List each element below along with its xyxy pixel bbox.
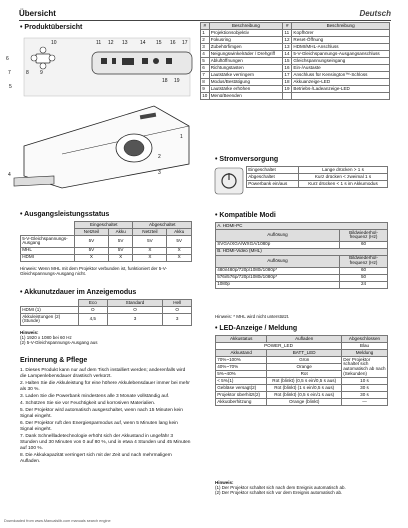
battery-title: • Akkunutzdauer im Anzeigemodus <box>20 289 136 296</box>
table-row: 5 Abluftöffnungen 15 Gleichspannungseingang <box>201 58 390 65</box>
compat-title: • Kompatible Modi <box>215 212 276 219</box>
svg-text:9: 9 <box>40 70 43 76</box>
power-title: • Stromversorgung <box>215 156 278 163</box>
led-table: Akkustatus Aufladen Abgeschlossen POWER_LED Blau Akkustand BATT_LED Meldung 70%~100% Grün Der Projektor schaltet sich automatisch ab nach (Sekunden) 40%~70% Orange 5%~40% Rot < 5%(1) Rot (blinkt) (0,5 s ein/0,5 s aus) 10 s Gebläse versagt(2) Rot (blinkt) (1 s ein/0,5 s aus) 30 s Projektor überhitzt(2) Rot (blinkt) (0,5 s ein/1 s aus) 30 s Akkuüberhitzung Orange (blinkt) — <box>217 335 386 405</box>
care-list <box>20 368 192 466</box>
list-item: 4. Schützen Sie sie vor Feuchtigkeit und korrosiven Materialien. <box>20 400 156 406</box>
description-table <box>200 22 390 100</box>
table-row: Abgeschaltet Kurz drücken < zweimal 1 s <box>247 174 388 181</box>
table-row: 8 Modus/Bestätigung 18 Akkuanzeige-LED <box>201 79 390 86</box>
download-footer: Downloaded from www.Manualslib.com manuals search engine <box>4 519 111 523</box>
output-table: Eingeschaltet Abgeschaltet Netzteil Akku Netzteil Akku 5-V-Gleichspannungs-Ausgang 5V 5V 5V 5V MHL 5V 5V X X HDMI X X X X <box>20 221 192 262</box>
list-item: 1. Dieses Produkt kann nur auf dem Tisch installiert werden; anderenfalls wird die Lampenlebensdauer drastisch verkürzt. <box>20 368 186 379</box>
list-item: 8. Die Akkukapazität verringert sich mit der Zeit und nach mehrmaligem Aufladen. <box>20 452 172 464</box>
led-message: Der Projektor schaltet sich automatisch ab nach (Sekunden) <box>343 356 386 377</box>
svg-text:7: 7 <box>8 70 11 76</box>
list-item: 5. Der Projektor wird automatisch ausgeschaltet, wenn nach 15 Minuten kein Signal eingeht. <box>20 407 183 419</box>
svg-text:12: 12 <box>108 40 114 46</box>
led-title: • LED-Anzeige / Meldung <box>215 325 297 332</box>
table-row: MHL 5V 5V X X <box>21 247 192 254</box>
header-title: Übersicht <box>19 9 56 18</box>
table-row: 40%~70% Orange <box>216 364 388 371</box>
svg-text:8: 8 <box>26 70 29 76</box>
header-language: Deutsch <box>359 9 391 18</box>
table-row: Akkuleistungen (2) (Stunde) 4,5 3 3 <box>21 314 192 326</box>
table-row: 1080p 24 <box>216 281 388 288</box>
svg-text:14: 14 <box>140 40 146 46</box>
table-row: 70%~100% Grün Der Projektor schaltet sich automatisch ab nach (Sekunden) <box>217 356 386 377</box>
list-item: 3. Laden Sie die Powerbank mindestens alle 3 Monate vollständig auf. <box>20 393 170 399</box>
led-notes: Hinweis: (1) Der Projektor schaltet sich nach dem Ereignis automatisch ab. (2) Der Projektor schaltet sich vor dem Ereignis automatisch ab. <box>215 480 346 496</box>
svg-text:10: 10 <box>51 40 57 46</box>
col-desc: Beschreibung <box>292 23 390 30</box>
col-num: # <box>201 23 210 30</box>
table-row: SVGA/XGA/WXGA/1080p 60 <box>216 241 388 248</box>
svg-text:2: 2 <box>158 154 161 160</box>
list-item: 6. Der Projektor ruft den Energiesparmodus auf, wenn 5 Minuten lang kein Signal eingeht. <box>20 420 178 432</box>
page-header <box>19 8 391 21</box>
svg-text:18: 18 <box>162 78 168 84</box>
list-item: 7. Dank Schnellladetechnologie erhöht sich der Akkustand in ungefähr 3 Stunden und 30 Minuten von 0 auf 80 %, und in etwa 4 Stunden und 45 Minuten auf 100 %. <box>20 433 191 451</box>
battery-table: Eco Standard Hell HDMI (1) O O O Akkuleistungen (2) (Stunde) 4,5 3 3 <box>20 299 192 326</box>
svg-text:17: 17 <box>182 40 188 46</box>
table-row: 5%~40% Rot <box>216 371 388 378</box>
table-row: 3 Zubehörfimgen 13 HDMI/MHL-Anschluss <box>201 44 390 51</box>
compat-note: Hinweis: * MHL wird nicht unterstützt. <box>215 314 290 319</box>
table-row: HDMI X X X X <box>21 254 192 261</box>
svg-text:15: 15 <box>156 40 162 46</box>
svg-text:3: 3 <box>158 170 161 176</box>
table-row: < 5%(1) Rot (blinkt) (0,5 s ein/0,5 s aus) 10 s <box>216 378 388 385</box>
power-table <box>246 166 388 188</box>
table-row: 2 Fokusring 12 Reset-Öffnung <box>201 37 390 44</box>
list-item: 2. Halten Sie die Akkuleistung für eine höhere Akkulebensdauer immer bei mehr als 30 %. <box>20 380 190 392</box>
output-title: • Ausgangsleistungsstatus <box>20 211 109 218</box>
svg-text:4: 4 <box>8 172 11 178</box>
table-row: 6 Richtungstasten 16 Ein-/Austaste <box>201 65 390 72</box>
output-note: Hinweis: Wenn MHL mit dem Projektor verbunden ist, funktioniert der 5-V-Gleichspannungs-Ausgang nicht. <box>20 266 168 277</box>
svg-text:13: 13 <box>122 40 128 46</box>
table-row: Gebläse versagt(2) Rot (blinkt) (1 s ein/0,5 s aus) 30 s <box>216 385 388 392</box>
svg-text:19: 19 <box>174 78 180 84</box>
table-row: Projektor überhitzt(2) Rot (blinkt) (0,5 s ein/1 s aus) 30 s <box>216 392 388 399</box>
care-title: Erinnerung & Pflege <box>20 357 88 364</box>
col-desc: Beschreibung <box>209 23 283 30</box>
projector-illustration <box>4 36 196 206</box>
svg-text:11: 11 <box>96 40 102 46</box>
svg-text:5: 5 <box>9 84 12 90</box>
svg-text:6: 6 <box>6 56 9 62</box>
table-row: 10 Menü/Beenden <box>201 93 390 100</box>
compat-table: A. HDMI-PC Auflösung Bildwiederhol-frequenz (Hz) SVGA/XGA/WXGA/1080p 60 B. HDMI-Video (MHL) Auflösung Bildwiederhol-frequenz (Hz) 480i/480p/720p/1080i/1080p* 60 576i/576p/720p/1080i/1080p* 50 1080p 24 <box>215 222 388 289</box>
col-num: # <box>283 23 292 30</box>
table-row: Akkuüberhitzung Orange (blinkt) — <box>216 399 388 406</box>
table-row: 576i/576p/720p/1080i/1080p* 50 <box>216 274 388 281</box>
overview-title: • Produktübersicht <box>20 24 82 31</box>
table-row: Powerbank ein/aus Kurz drücken < 1 s im Akkumodus <box>247 181 388 188</box>
table-row: 5-V-Gleichspannungs-Ausgang 5V 5V 5V 5V <box>21 236 192 248</box>
table-row: HDMI (1) O O O <box>21 307 192 314</box>
battery-notes: Hinweis: (1) 1920 x 1080 bei 60 Hz (2) 5-V-Gleichspannungs-Ausgang aus <box>20 330 98 346</box>
table-row: 1 Projektionsobjektiv 11 Kopfhörer <box>201 30 390 37</box>
table-row: 7 Lautstärke verringern 17 Anschluss für Kensington™-Schloss <box>201 72 390 79</box>
table-row: 9 Lautstärke erhöhen 19 Betriebs-/Ladeanzeige-LED <box>201 86 390 93</box>
svg-text:1: 1 <box>180 134 183 140</box>
table-row: Eingeschaltet Lange drücken > 1 s <box>247 167 388 174</box>
power-button-icon <box>214 167 244 195</box>
table-row: 480i/480p/720p/1080i/1080p* 60 <box>216 267 388 274</box>
svg-text:16: 16 <box>170 40 176 46</box>
table-row: 4 Neigungswinkelräder / Drehgriff 14 5-V-Gleichspannungs-Ausgangsanschluss <box>201 51 390 58</box>
